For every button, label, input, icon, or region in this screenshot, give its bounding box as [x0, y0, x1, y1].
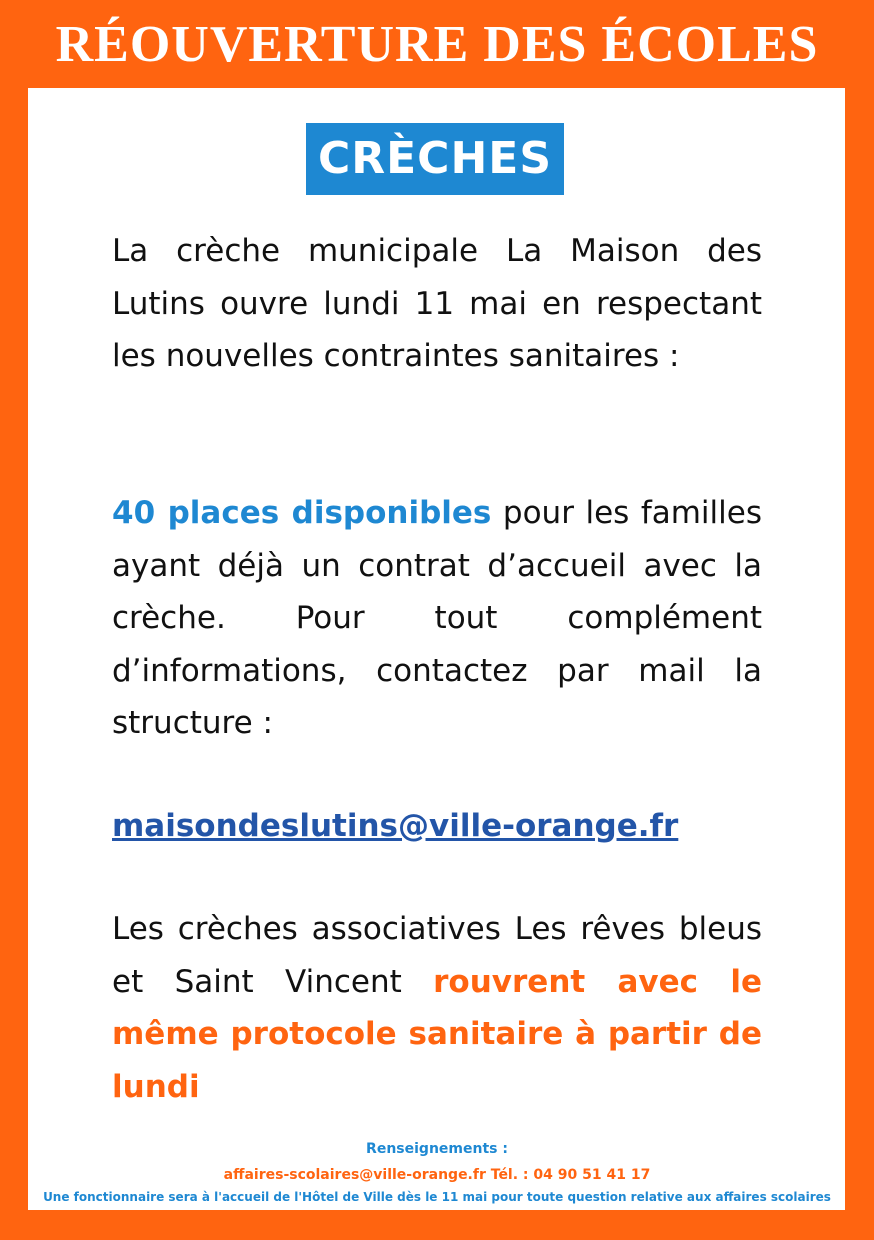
footer-contact — [0, 1167, 874, 1183]
associative-text: Les crèches associatives Les rêves bleus et Saint Vincent — [112, 911, 762, 1000]
section-badge: CRÈCHES — [306, 123, 564, 195]
reopening-highlight: rouvrent avec le même protocole sanitaire à partir de lundi — [112, 963, 762, 1105]
footer-heading: Renseignements : — [366, 1141, 508, 1157]
footer-phone: Tél. : 04 90 51 41 17 — [485, 1167, 651, 1183]
places-highlight: 40 places disponibles — [112, 495, 492, 531]
associative-creches-paragraph — [112, 903, 762, 1113]
intro-paragraph: La crèche municipale La Maison des Lutins ouvre lundi 11 mai en respectant les nouvelles contraintes sanitaires : — [112, 233, 762, 374]
availability-paragraph — [112, 487, 762, 750]
footer-note: Une fonctionnaire sera à l'accueil de l'Hôtel de Ville dès le 11 mai pour toute question relative aux affaires scolaires — [43, 1190, 831, 1204]
footer-email-link[interactable]: affaires-scolaires@ville-orange.fr — [223, 1167, 486, 1183]
page-title: RÉOUVERTURE DES ÉCOLES — [55, 16, 819, 73]
creche-email-link[interactable]: maisondeslutins@ville-orange.fr — [112, 808, 679, 844]
availability-text: pour les familles ayant déjà un contrat d’accueil avec la crèche. Pour tout complément d’informations, contactez par mail la structure : — [112, 495, 762, 741]
